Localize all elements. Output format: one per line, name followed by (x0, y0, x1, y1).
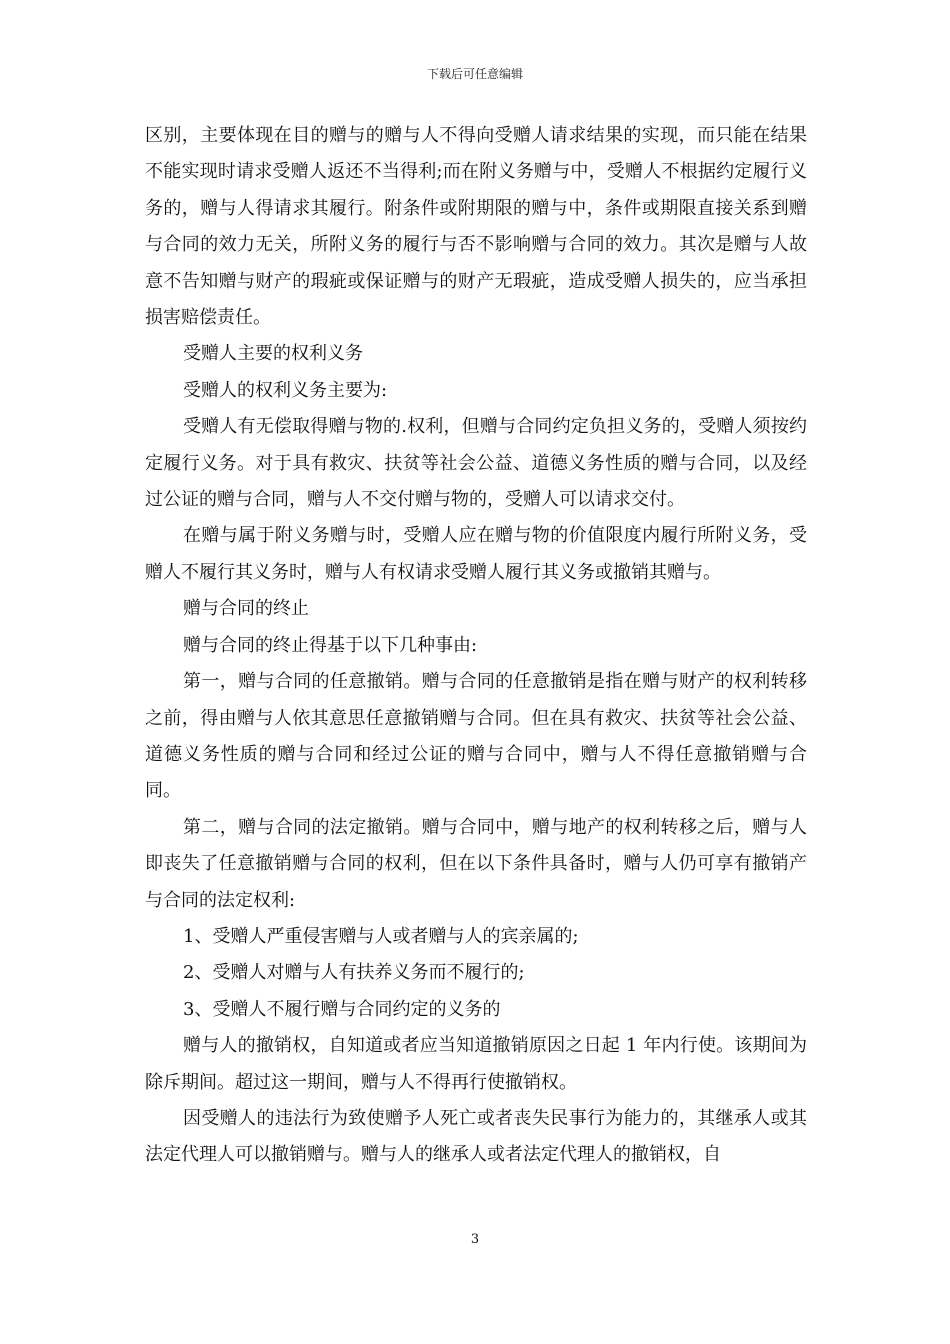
list-item: 1、受赠人严重侵害赠与人或者赠与人的宾亲属的; (183, 925, 579, 947)
paragraph: 赠与人的撤销权，自知道或者应当知道撤销原因之日起 1 年内行使。该期间为除斥期间。超过这一期间，赠与人不得再行使撤销权。 (145, 1035, 807, 1093)
paragraph: 受赠人的权利义务主要为: (183, 379, 388, 401)
paragraph: 受赠人有无偿取得赠与物的.权利，但赠与合同约定负担义务的，受赠人须按约定履行义务。对于具有救灾、扶贫等社会公益、道德义务性质的赠与合同，以及经过公证的赠与合同，赠与人不交付赠与物的，受赠人可以请求交付。 (145, 416, 807, 511)
paragraph: 因受赠人的违法行为致使赠予人死亡或者丧失民事行为能力的，其继承人或其法定代理人可以撤销赠与。赠与人的继承人或者法定代理人的撤销权，自 (145, 1107, 807, 1166)
paragraph: 第一，赠与合同的任意撤销。赠与合同的任意撤销是指在赠与财产的权利转移之前，得由赠与人依其意思任意撤销赠与合同。但在具有救灾、扶贫等社会公益、道德义务性质的赠与合同和经过公证的赠与合同中，赠与人不得任意撤销赠与合同。 (145, 671, 807, 802)
paragraph: 赠与合同的终止得基于以下几种事由: (183, 634, 478, 656)
section-heading: 赠与合同的终止 (183, 598, 309, 620)
list-item: 3、受赠人不履行赠与合同约定的义务的 (183, 998, 501, 1020)
list-item: 2、受赠人对赠与人有扶养义务而不履行的; (183, 962, 525, 984)
paragraph: 在赠与属于附义务赠与时，受赠人应在赠与物的价值限度内履行所附义务，受赠人不履行其义务时，赠与人有权请求受赠人履行其义务或撤销其赠与。 (145, 525, 807, 583)
paragraph: 第二，赠与合同的法定撤销。赠与合同中，赠与地产的权利转移之后，赠与人即丧失了任意撤销赠与合同的权利，但在以下条件具备时，赠与人仍可享有撤销产与合同的法定权利: (145, 816, 807, 911)
paragraph: 区别，主要体现在目的赠与的赠与人不得向受赠人请求结果的实现，而只能在结果不能实现时请求受赠人返还不当得利;而在附义务赠与中，受赠人不根据约定履行义务的，赠与人得请求其履行。附条件或附期限的赠与中，条件或期限直接关系到赠与合同的效力无关，所附义务的履行与否不影响赠与合同的效力。其次是赠与人故意不告知赠与财产的瑕疵或保证赠与的财产无瑕疵，造成受赠人损失的，应当承担损害赔偿责任。 (145, 125, 807, 329)
section-heading: 受赠人主要的权利义务 (183, 343, 363, 365)
page-number: 3 (470, 1232, 480, 1247)
document-body (145, 118, 807, 1174)
page-header: 下载后可任意编辑 (426, 67, 523, 81)
